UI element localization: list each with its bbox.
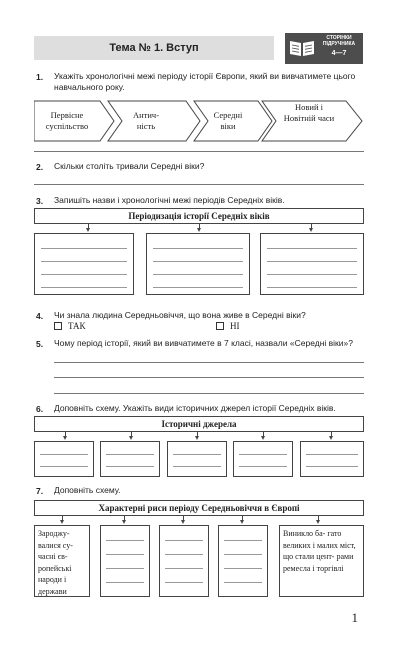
- period-answer-box[interactable]: [34, 233, 134, 295]
- source-answer-box[interactable]: [100, 441, 160, 477]
- question-number: 4.: [36, 311, 44, 321]
- question-number: 5.: [36, 339, 44, 349]
- feature-box-cities: Виникло ба- гато великих і малих міст, що стали цент- рами ремесла і торгівлі: [279, 525, 364, 597]
- arrow-down-icon: [197, 228, 201, 232]
- question-text: Запишіть назви і хронологічні межі періодів Середніх віків.: [54, 195, 285, 205]
- yes-checkbox[interactable]: [54, 322, 62, 330]
- arrow-down-icon: [309, 228, 313, 232]
- source-answer-box[interactable]: [300, 441, 364, 477]
- feature-box-peoples: Зароджу- валися су- часні єв- ропейські народи і держави: [34, 525, 90, 597]
- arrow-down-icon: [129, 436, 133, 440]
- feature-answer-box[interactable]: [159, 525, 209, 597]
- period-label-middle-ages: Середні віки: [213, 110, 243, 131]
- question-text: Скільки століть тривали Середні віки?: [54, 161, 205, 171]
- period-answer-box[interactable]: [260, 233, 364, 295]
- diagram-title-box: Історичні джерела: [34, 416, 364, 432]
- answer-line[interactable]: [54, 377, 364, 378]
- question-number: 3.: [36, 196, 44, 206]
- source-answer-box[interactable]: [34, 441, 94, 477]
- feature-answer-box[interactable]: [100, 525, 150, 597]
- question-text: Чому період історії, який ви вивчатимете в 7 класі, назвали «Середні віки»?: [54, 338, 353, 348]
- page-number: 1: [351, 610, 358, 625]
- question-number: 7.: [36, 486, 44, 496]
- source-answer-box[interactable]: [233, 441, 293, 477]
- arrow-down-icon: [316, 520, 320, 524]
- yes-label: ТАК: [68, 321, 86, 331]
- period-label-primitive: Первісне суспільство: [45, 110, 89, 131]
- arrow-down-icon: [181, 520, 185, 524]
- arrow-down-icon: [240, 520, 244, 524]
- no-label: НІ: [230, 321, 240, 331]
- arrow-down-icon: [63, 436, 67, 440]
- period-label-antiquity: Антич- ність: [132, 110, 160, 131]
- arrow-down-icon: [261, 436, 265, 440]
- no-checkbox[interactable]: [216, 322, 224, 330]
- question-text: Укажіть хронологічні межі періоду історії Європи, який ви вивчатимете цього навчального року.: [54, 71, 356, 92]
- period-label-modern: Новий і Новітній часи: [283, 102, 335, 123]
- answer-line[interactable]: [54, 393, 364, 394]
- source-answer-box[interactable]: [167, 441, 227, 477]
- arrow-down-icon: [122, 520, 126, 524]
- question-text: Доповніть схему. Укажіть види історичних джерел історії Середніх віків.: [54, 403, 336, 413]
- answer-line[interactable]: [34, 151, 364, 152]
- open-book-icon: [289, 39, 315, 57]
- page-title: Тема № 1. Вступ: [109, 42, 199, 54]
- question-number: 1.: [36, 72, 44, 82]
- question-number: 6.: [36, 404, 44, 414]
- question-text: Доповніть схему.: [54, 485, 121, 495]
- diagram-title-box: Характерні риси періоду Середньовіччя в Європі: [34, 500, 364, 516]
- answer-line[interactable]: [34, 184, 364, 185]
- arrow-down-icon: [60, 520, 64, 524]
- diagram-title-box: Періодизація історії Середніх віків: [34, 208, 364, 224]
- pages-label: СТОРІНКИ ПІДРУЧНИКА: [322, 35, 356, 47]
- answer-line[interactable]: [54, 362, 364, 363]
- period-answer-box[interactable]: [146, 233, 250, 295]
- question-number: 2.: [36, 162, 44, 172]
- arrow-down-icon: [86, 228, 90, 232]
- arrow-down-icon: [195, 436, 199, 440]
- feature-answer-box[interactable]: [218, 525, 268, 597]
- arrow-down-icon: [329, 436, 333, 440]
- pages-range: 4—7: [331, 50, 347, 57]
- question-text: Чи знала людина Середньовіччя, що вона живе в Середні віки?: [54, 310, 306, 320]
